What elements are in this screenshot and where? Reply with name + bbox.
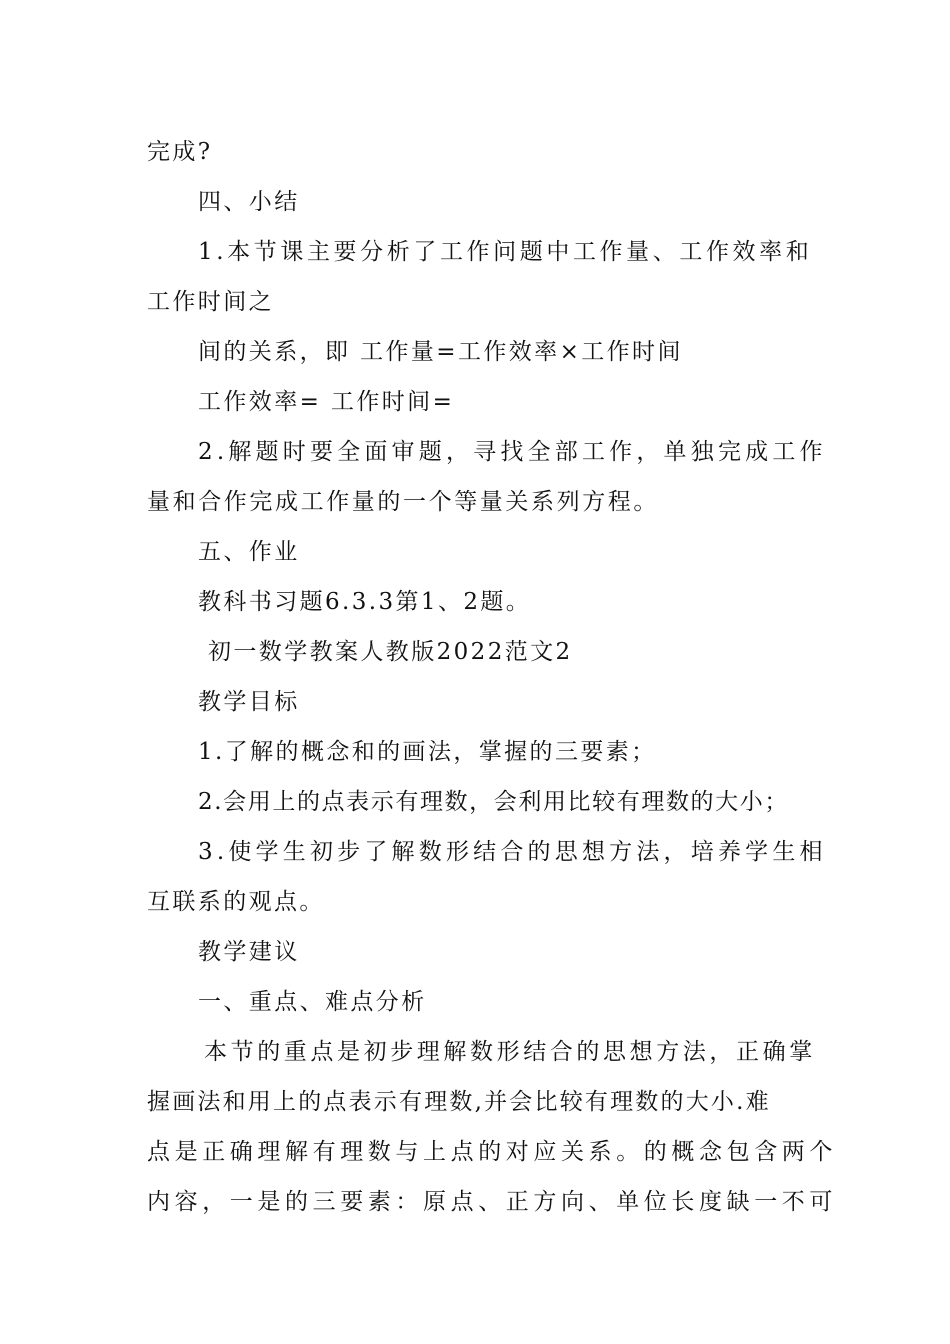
objective-3: 3.使学生初步了解数形结合的思想方法，培养学生相 bbox=[198, 839, 827, 865]
objective-2: 2.会用上的点表示有理数，会利用比较有理数的大小； bbox=[198, 789, 789, 815]
paragraph-line-4: 内容，一是的三要素：原点、正方向、单位长度缺一不可 bbox=[147, 1189, 837, 1215]
formula-line: 间的关系，即 工作量=工作效率×工作时间 bbox=[198, 339, 683, 365]
summary-point-1: 1.本节课主要分析了工作问题中工作量、工作效率和 bbox=[198, 239, 813, 265]
summary-point-1-cont: 工作时间之 bbox=[147, 289, 274, 315]
section-heading-summary: 四、小结 bbox=[198, 189, 300, 215]
summary-point-2: 2.解题时要全面审题，寻找全部工作，单独完成工作 bbox=[198, 439, 827, 465]
section-heading-objectives: 教学目标 bbox=[198, 689, 300, 715]
section-heading-homework: 五、作业 bbox=[198, 539, 300, 565]
homework-text: 教科书习题6.3.3第1、2题。 bbox=[198, 589, 532, 615]
objective-1: 1.了解的概念和的画法，掌握的三要素； bbox=[198, 739, 657, 765]
article-title: 初一数学教案人教版2022范文2 bbox=[208, 639, 573, 665]
section-heading-suggestions: 教学建议 bbox=[198, 939, 300, 965]
paragraph-line-2: 握画法和用上的点表示有理数,并会比较有理数的大小.难 bbox=[147, 1089, 771, 1115]
paragraph-line-1: 本节的重点是初步理解数形结合的思想方法，正确掌 bbox=[204, 1039, 816, 1065]
subheading-key-points: 一、重点、难点分析 bbox=[198, 989, 427, 1015]
objective-3-cont: 互联系的观点。 bbox=[147, 889, 325, 915]
text-line-continuation: 完成? bbox=[147, 139, 213, 165]
summary-point-2-cont: 量和合作完成工作量的一个等量关系列方程。 bbox=[147, 489, 659, 515]
formula-line-2: 工作效率= 工作时间= bbox=[198, 389, 455, 415]
paragraph-line-3: 点是正确理解有理数与上点的对应关系。的概念包含两个 bbox=[147, 1139, 837, 1165]
